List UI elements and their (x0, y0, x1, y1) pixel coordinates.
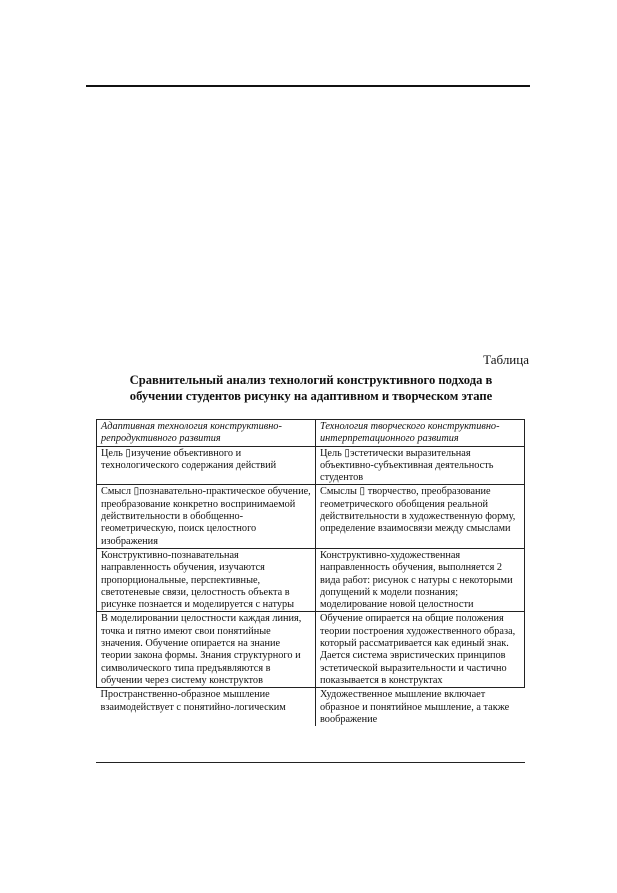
table-row (97, 446, 525, 485)
header-adaptive-technology: Адаптивная технология конструктивно-репродуктивного развития (97, 420, 316, 447)
comparison-table (96, 419, 525, 726)
table-cell-adaptive: В моделировании целостности каждая линия, точка и пятно имеют свои понятийные значения. Обучение опирается на знание теории закона формы. Знания структурного и символического типа предъявляются в обучении через систему конструктов (97, 612, 316, 688)
table-cell-adaptive: Цель ▯изучение объективного и технологического содержания действий (97, 446, 316, 485)
table-row (97, 548, 525, 611)
table-bottom-rule (96, 762, 525, 763)
table-cell-adaptive: Конструктивно-познавательная направленность обучения, изучаются пропорциональные, перспективные, светотеневые связи, целостность объекта в рисунке познается и моделируется с натуры (97, 548, 316, 611)
caption-line-2: обучении студентов рисунку на адаптивном и творческом этапе (129, 389, 493, 403)
table-row (97, 688, 525, 726)
table-cell-creative: Смыслы ▯ творчество, преобразование геометрического обобщения реальной действительности в художественную форму, определение взаимосвязи между смыслами (316, 485, 525, 548)
table-cell-creative: Цель ▯эстетически выразительная объективно-субъективная деятельность студентов (316, 446, 525, 485)
table-cell-creative: Конструктивно-художественная направленность обучения, выполняется 2 вида работ: рисунок с натуры с некоторыми допущений к модели познания; моделирование новой целостности (316, 548, 525, 611)
table-cell-adaptive: Смысл ▯познавательно-практическое обучение, преобразование конкретно воспринимаемой действительности в обобщенно-геометрическую, поиск целостного изображения (97, 485, 316, 548)
table-cell-creative: Художественное мышление включает образное и понятийное мышление, а также воображение (316, 688, 525, 726)
header-rule (86, 85, 530, 87)
table-cell-adaptive: Пространственно-образное мышление взаимодействует с понятийно-логическим (97, 688, 316, 726)
table-label: Таблица (483, 352, 529, 367)
table-row (97, 612, 525, 688)
table-caption (96, 372, 526, 404)
table-cell-creative: Обучение опирается на общие положения теории построения художественного образа, который рассматривается как единый знак. Дается система эвристических принципов эстетической выразительности и частично показывается в конструктах (316, 612, 525, 688)
caption-line-1: Сравнительный анализ технологий конструктивного подхода в (129, 373, 493, 387)
table-header-row (97, 420, 525, 447)
header-creative-technology: Технология творческого конструктивно-интерпретационного развития (316, 420, 525, 447)
table-row (97, 485, 525, 548)
